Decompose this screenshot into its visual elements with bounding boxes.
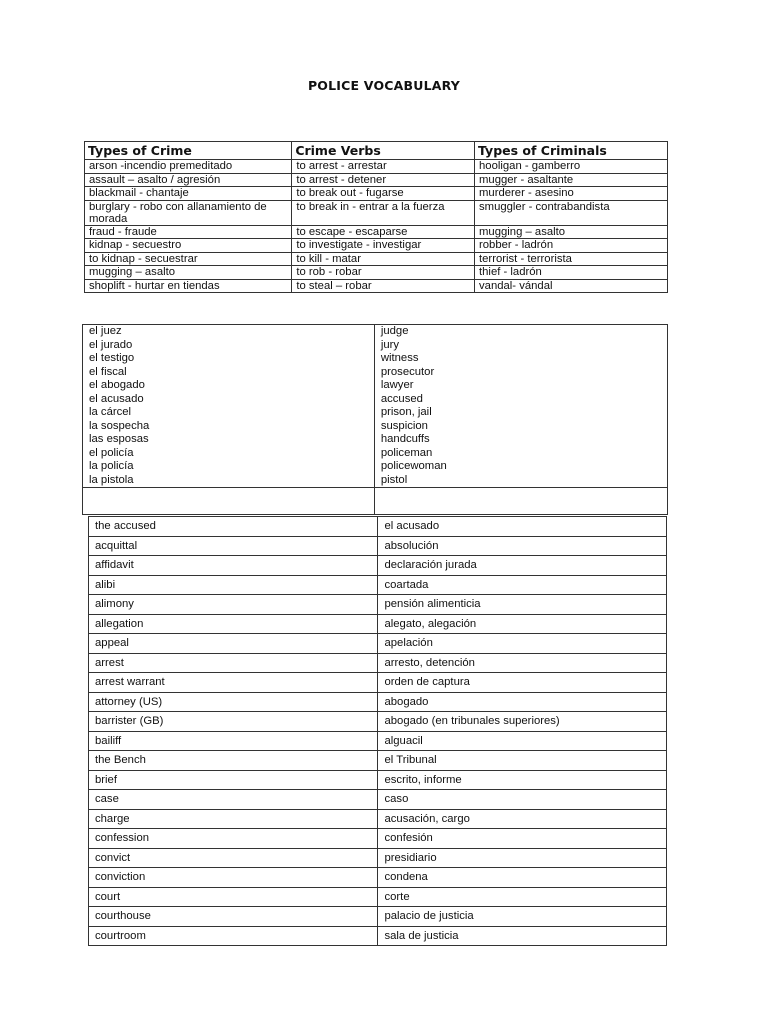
term-row [83, 325, 668, 339]
term-row-cell: el acusado [83, 393, 375, 407]
crime-table-header [85, 142, 668, 160]
crime-row-cell: robber - ladrón [475, 239, 668, 253]
crime-row-cell: to investigate - investigar [292, 239, 475, 253]
glossary-row-cell: affidavit [89, 556, 378, 576]
crime-row [85, 239, 668, 253]
term-row-cell: suspicion [374, 420, 667, 434]
term-row [83, 488, 668, 515]
crime-table [84, 141, 668, 293]
crime-row-cell: smuggler - contrabandista [475, 200, 668, 225]
glossary-row [89, 575, 667, 595]
glossary-row [89, 887, 667, 907]
glossary-row [89, 517, 667, 537]
crime-row-cell: assault – asalto / agresión [85, 173, 292, 187]
glossary-row [89, 829, 667, 849]
glossary-row [89, 868, 667, 888]
glossary-row-cell: coartada [378, 575, 667, 595]
glossary-row [89, 595, 667, 615]
glossary-row-cell: arrest [89, 653, 378, 673]
glossary-row [89, 848, 667, 868]
crime-row-cell: to steal – robar [292, 279, 475, 293]
crime-row [85, 160, 668, 174]
term-row-cell: handcuffs [374, 433, 667, 447]
glossary-row [89, 731, 667, 751]
glossary-row-cell: corte [378, 887, 667, 907]
glossary-row-cell: palacio de justicia [378, 907, 667, 927]
term-row-cell: la sospecha [83, 420, 375, 434]
glossary-row-cell: barrister (GB) [89, 712, 378, 732]
glossary-row-cell: sala de justicia [378, 926, 667, 946]
term-row [83, 447, 668, 461]
page-title: POLICE VOCABULARY [307, 78, 461, 93]
term-row [83, 393, 668, 407]
term-row-cell: el fiscal [83, 366, 375, 380]
glossary-row [89, 536, 667, 556]
glossary-row [89, 673, 667, 693]
glossary-row-cell: charge [89, 809, 378, 829]
term-row-cell [83, 488, 375, 515]
crime-row [85, 252, 668, 266]
glossary-row [89, 790, 667, 810]
crime-row-cell: to break in - entrar a la fuerza [292, 200, 475, 225]
glossary-row-cell: convict [89, 848, 378, 868]
crime-row-cell: to escape - escaparse [292, 225, 475, 239]
glossary-row-cell: brief [89, 770, 378, 790]
glossary-row-cell: orden de captura [378, 673, 667, 693]
term-row [83, 420, 668, 434]
term-row-cell: el juez [83, 325, 375, 339]
header-types-of-crime: Types of Crime [85, 142, 292, 160]
glossary-row-cell: alimony [89, 595, 378, 615]
crime-row [85, 266, 668, 280]
glossary-row [89, 653, 667, 673]
glossary-row [89, 614, 667, 634]
glossary-row [89, 770, 667, 790]
glossary-row-cell: acusación, cargo [378, 809, 667, 829]
glossary-row-cell: the accused [89, 517, 378, 537]
crime-row-cell: blackmail - chantaje [85, 187, 292, 201]
term-row-cell: el policía [83, 447, 375, 461]
term-row-cell: lawyer [374, 379, 667, 393]
glossary-row-cell: abogado [378, 692, 667, 712]
term-row-cell: la policía [83, 460, 375, 474]
crime-row-cell: mugger - asaltante [475, 173, 668, 187]
crime-row [85, 279, 668, 293]
glossary-row [89, 556, 667, 576]
glossary-row-cell: court [89, 887, 378, 907]
glossary-row-cell: conviction [89, 868, 378, 888]
crime-row-cell: murderer - asesino [475, 187, 668, 201]
glossary-row-cell: el Tribunal [378, 751, 667, 771]
glossary-row-cell: alegato, alegación [378, 614, 667, 634]
glossary-row-cell: caso [378, 790, 667, 810]
crime-row-cell: to kidnap - secuestrar [85, 252, 292, 266]
crime-row-cell: to kill - matar [292, 252, 475, 266]
crime-row [85, 173, 668, 187]
glossary-row-cell: confession [89, 829, 378, 849]
glossary-row-cell: absolución [378, 536, 667, 556]
crime-row-cell: mugging – asalto [85, 266, 292, 280]
glossary-row-cell: arresto, detención [378, 653, 667, 673]
term-row-cell: jury [374, 339, 667, 353]
crime-row-cell: hooligan - gamberro [475, 160, 668, 174]
term-row [83, 406, 668, 420]
glossary-row-cell: confesión [378, 829, 667, 849]
glossary-row-cell: abogado (en tribunales superiores) [378, 712, 667, 732]
glossary-row [89, 692, 667, 712]
header-types-of-criminals: Types of Criminals [475, 142, 668, 160]
term-row-cell: el jurado [83, 339, 375, 353]
term-row [83, 379, 668, 393]
glossary-row-cell: allegation [89, 614, 378, 634]
glossary-row-cell: escrito, informe [378, 770, 667, 790]
glossary-row [89, 712, 667, 732]
term-row [83, 460, 668, 474]
crime-row-cell: to rob - robar [292, 266, 475, 280]
glossary-row-cell: condena [378, 868, 667, 888]
crime-row-cell: shoplift - hurtar en tiendas [85, 279, 292, 293]
crime-row-cell: to break out - fugarse [292, 187, 475, 201]
glossary-row [89, 926, 667, 946]
glossary-row-cell: arrest warrant [89, 673, 378, 693]
crime-row-cell: fraud - fraude [85, 225, 292, 239]
header-crime-verbs: Crime Verbs [292, 142, 475, 160]
glossary-row-cell: attorney (US) [89, 692, 378, 712]
glossary-row [89, 634, 667, 654]
term-row [83, 433, 668, 447]
crime-row-cell: arson -incendio premeditado [85, 160, 292, 174]
glossary-row-cell: alibi [89, 575, 378, 595]
glossary-row [89, 907, 667, 927]
term-row-cell: pistol [374, 474, 667, 488]
glossary-row-cell: el acusado [378, 517, 667, 537]
crime-row [85, 187, 668, 201]
term-row-cell: prosecutor [374, 366, 667, 380]
crime-row-cell: burglary - robo con allanamiento de morada [85, 200, 292, 225]
glossary-row-cell: alguacil [378, 731, 667, 751]
spanish-english-table [82, 324, 668, 515]
term-row [83, 474, 668, 488]
term-row-cell: policewoman [374, 460, 667, 474]
glossary-row-cell: courthouse [89, 907, 378, 927]
glossary-row-cell: presidiario [378, 848, 667, 868]
glossary-row-cell: declaración jurada [378, 556, 667, 576]
crime-row [85, 225, 668, 239]
term-row-cell: la pistola [83, 474, 375, 488]
term-row-cell: witness [374, 352, 667, 366]
glossary-row-cell: appeal [89, 634, 378, 654]
glossary-row-cell: case [89, 790, 378, 810]
glossary-table [88, 516, 667, 946]
term-row-cell: el abogado [83, 379, 375, 393]
glossary-row-cell: courtroom [89, 926, 378, 946]
crime-row-cell: vandal- vándal [475, 279, 668, 293]
crime-row-cell: kidnap - secuestro [85, 239, 292, 253]
term-row-cell [374, 488, 667, 515]
crime-row-cell: terrorist - terrorista [475, 252, 668, 266]
term-row-cell: la cárcel [83, 406, 375, 420]
glossary-row [89, 751, 667, 771]
crime-row-cell: to arrest - arrestar [292, 160, 475, 174]
term-row-cell: judge [374, 325, 667, 339]
crime-row [85, 200, 668, 225]
crime-row-cell: thief - ladrón [475, 266, 668, 280]
term-row [83, 366, 668, 380]
glossary-row-cell: the Bench [89, 751, 378, 771]
term-row-cell: policeman [374, 447, 667, 461]
glossary-row-cell: apelación [378, 634, 667, 654]
glossary-row-cell: acquittal [89, 536, 378, 556]
term-row-cell: las esposas [83, 433, 375, 447]
term-row [83, 339, 668, 353]
term-row-cell: accused [374, 393, 667, 407]
term-row [83, 352, 668, 366]
crime-row-cell: mugging – asalto [475, 225, 668, 239]
term-row-cell: prison, jail [374, 406, 667, 420]
crime-row-cell: to arrest - detener [292, 173, 475, 187]
glossary-row-cell: pensión alimenticia [378, 595, 667, 615]
glossary-row-cell: bailiff [89, 731, 378, 751]
term-row-cell: el testigo [83, 352, 375, 366]
glossary-row [89, 809, 667, 829]
